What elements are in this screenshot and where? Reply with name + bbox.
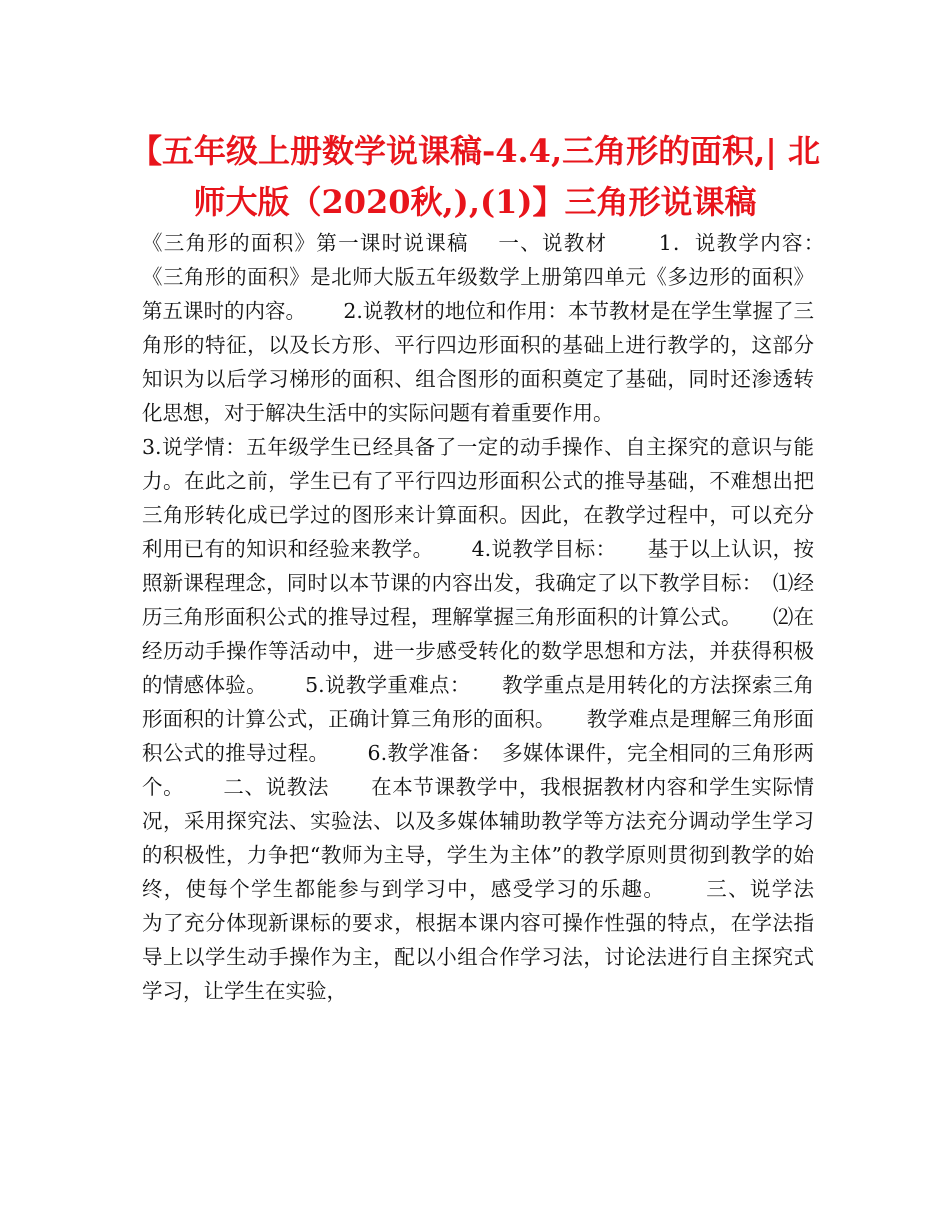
document-title: 【五年级上册数学说课稿-4.4,三角形的面积,| 北师大版（2020秋,),(1)】三角形说课稿 [129, 132, 821, 221]
document-body: 《三角形的面积》第一课时说课稿 一、说教材 1．说教学内容： 《三角形的面积》是北师大版五年级数学上册第四单元《多边形的面积》第五课时的内容。 2.说教材的地位和作用：本节教材是在学生掌握了三角形的特征，以及长方形、平行四边形面积的基础上进行教学的，这部分知识为以后学习梯形的面积、组合图形的面积奠定了基础，同时还渗透转化思想，对于解决生活中的实际问题有着重要作用。 3.说学情：五年级学生已经具备了一定的动手操作、自主探究的意识与能力。在此之前，学生已有了平行四边形面积公式的推导基础，不难想出把三角形转化成已学过的图形来计算面积。因此，在教学过程中，可以充分利用已有的知识和经验来教学。 4.说教学目标： 基于以上认识，按照新课程理念，同时以本节课的内容出发，我确定了以下教学目标： ⑴经历三角形面积公式的推导过程，理解掌握三角形面积的计算公式。 ⑵在经历动手操作等活动中，进一步感受转化的数学思想和方法，并获得积极的情感体验。 5.说教学重难点： 教学重点是用转化的方法探索三角形面积的计算公式，正确计算三角形的面积。 教学难点是理解三角形面积公式的推导过程。 6.教学准备： 多媒体课件，完全相同的三角形两个。 二、说教法 在本节课教学中，我根据教材内容和学生实际情况，采用探究法、实验法、以及多媒体辅助教学等方法充分调动学生学习的积极性，力争把“教师为主导，学生为主体”的教学原则贯彻到教学的始终，使每个学生都能参与到学习中，感受学习的乐趣。 三、说学法 为了充分体现新课标的要求，根据本课内容可操作性强的特点，在学法指导上以学生动手操作为主，配以小组合作学习法，讨论法进行自主探究式学习，让学生在实验， [142, 231, 814, 1003]
